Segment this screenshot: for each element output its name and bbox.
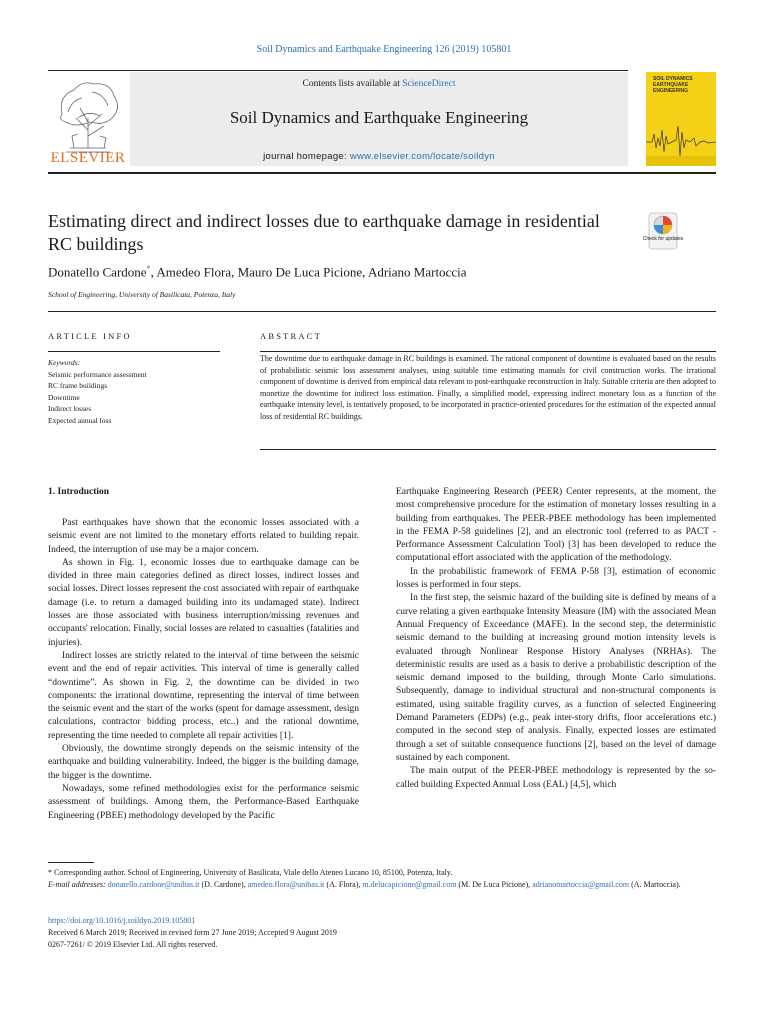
header-top-rule bbox=[48, 70, 628, 71]
journal-title: Soil Dynamics and Earthquake Engineering bbox=[229, 108, 529, 127]
article-info-rule bbox=[48, 351, 220, 352]
journal-cover-thumbnail bbox=[646, 72, 716, 166]
abstract-label: ABSTRACT bbox=[260, 331, 322, 341]
body-paragraph: Obviously, the downtime strongly depends on the seismic intensity of the earthquake and building vulnerability. Indeed, the bigger is the building damage, the bigger is the downtime. bbox=[48, 744, 359, 781]
body-paragraph: As shown in Fig. 1, economic losses due to earthquake damage can be divided in three main categories defined as direct losses, indirect losses and social losses. Direct losses represent the cost associated with repair of earthquake damage (i.e. to return a damaged building into its undamaged state). Indirect losses are those associated with business interruption/missing revenues and occupants' relocation. Finally, social losses are related to casualties (fatalities and injuries). bbox=[48, 557, 359, 648]
author-name: Amedeo Flora bbox=[156, 264, 232, 280]
email-owner: (D. Cardone), bbox=[201, 880, 246, 889]
copyright: 0267-7261/ © 2019 Elsevier Ltd. All rights reserved. bbox=[48, 940, 218, 949]
journal-homepage bbox=[130, 151, 628, 162]
contents-line bbox=[130, 79, 628, 89]
keywords-heading: Keywords: bbox=[48, 358, 81, 367]
email-label: E-mail addresses: bbox=[48, 880, 106, 889]
email-link[interactable]: amedeo.flora@unibas.it bbox=[247, 880, 325, 889]
author-name: Adriano Martoccia bbox=[367, 264, 467, 280]
abstract-text: The downtime due to earthquake damage in RC buildings is examined. The rational component of downtime is evaluated based on the results of probabilistic seismic loss assessment analyses, using suitable time estimating manuals for civil construction works. The irrational component of downtime is derived from empirical data relevant to post-earthquake reconstruction in Italy. Suitable criteria are then adopted to monetize the downtime for indirect loss estimation. Finally, a simplified model, expressing indirect monetary loss as a function of the earthquake intensity level, is tentatively proposed, to be incorporated in practice-oriented procedures for the estimation of the expected annual loss of residential RC buildings. bbox=[260, 354, 716, 421]
author-separator: , bbox=[362, 264, 368, 280]
body-paragraph: Past earthquakes have shown that the economic losses associated with a seismic event are not limited to the monetary efforts related to building repair. Indeed, the interruption of use may be a major concern. bbox=[48, 518, 359, 555]
abstract-rule bbox=[260, 351, 716, 352]
received-dates: Received 6 March 2019; Received in revised form 27 June 2019; Accepted 9 August 2019 bbox=[48, 928, 337, 937]
cover-title: SOIL DYNAMICS EARTHQUAKE ENGINEERING bbox=[653, 76, 693, 94]
body-paragraph: In the first step, the seismic hazard of the building site is defined by means of a curve relating a given earthquake Intensity Measure (IM) with the associated Mean Annual Frequency of Exceedance (MAFE). In the second step, the deterministic seismic demand to the building at increasing ground motion intensity levels is evaluated through Nonlinear Response History Analyses (NRHAs). The deterministic results are used as a basis to derive a probabilistic description of the seismic demand imposed to the building, through Monte Carlo simulations. Subsequently, damage to individual structural and non-structural components is estimated, using suitable fragility curves, as a function of selected Engineering Demand Parameters (EDPs) (e.g., peak inter-story drifts, floor accelerations etc.) computed in the second step of analysis. Finally, expected losses are estimated through a set of suitable consequence functions [2], based on the level of damage sustained by each component. bbox=[396, 593, 716, 763]
footnote-rule bbox=[48, 862, 94, 863]
article-info-label: ARTICLE INFO bbox=[48, 331, 132, 341]
author-name: Mauro De Luca Picione bbox=[237, 264, 363, 280]
abstract-bottom-rule bbox=[260, 449, 716, 450]
sciencedirect-link[interactable]: ScienceDirect bbox=[402, 79, 456, 89]
corresponding-author-mark[interactable]: * bbox=[146, 264, 151, 273]
keyword-item: RC frame buildings bbox=[48, 381, 108, 390]
section-heading-introduction: 1. Introduction bbox=[48, 487, 110, 497]
info-top-rule bbox=[48, 311, 716, 312]
corresponding-author-note: * Corresponding author. School of Engineering, University of Basilicata, Viale dello Ateneo Lucano 10, 85100, Potenza, Italy. bbox=[48, 868, 453, 877]
body-paragraph: Nowadays, some refined methodologies exist for the performance seismic assessment of buildings. Among them, the Performance-Based Earthquake Engineering (PBEE) methodology developed by the Pacific bbox=[48, 783, 359, 821]
email-owner: (A. Martoccia). bbox=[631, 880, 681, 889]
elsevier-wordmark: ELSEVIER bbox=[50, 150, 126, 166]
body-paragraph: The main output of the PEER-PBEE methodology is represented by the so-called building Expected Annual Loss (EAL) [4,5], which bbox=[396, 766, 716, 790]
header-bottom-rule bbox=[48, 172, 716, 174]
homepage-prefix: journal homepage: bbox=[263, 151, 350, 162]
contents-prefix: Contents lists available at bbox=[302, 79, 403, 89]
body-left-column bbox=[48, 517, 359, 823]
body-paragraph: In the probabilistic framework of FEMA P-58 [3], estimation of economic losses is performed in four steps. bbox=[396, 566, 716, 591]
email-link[interactable]: donatello.cardone@unibas.it bbox=[107, 880, 200, 889]
keyword-item: Indirect losses bbox=[48, 404, 92, 413]
keywords-block bbox=[48, 357, 220, 426]
journal-reference[interactable]: Soil Dynamics and Earthquake Engineering 126 (2019) 105801 bbox=[256, 44, 512, 55]
keyword-item: Expected annual loss bbox=[48, 415, 112, 425]
body-right-column bbox=[396, 486, 716, 792]
check-for-updates-icon[interactable] bbox=[648, 212, 678, 250]
keyword-item: Seismic performance assessment bbox=[48, 369, 147, 379]
doi-link[interactable]: https://doi.org/10.1016/j.soildyn.2019.105801 bbox=[48, 916, 196, 925]
author-name: Donatello Cardone bbox=[48, 264, 147, 280]
email-link[interactable]: m.delucapicione@gmail.com bbox=[362, 880, 457, 889]
body-paragraph: Indirect losses are strictly related to the interval of time between the seismic event and the end of repair activities. This interval of time is generally called “downtime”. As shown in Fig. 2, the downtime can be divided in two components: the irrational downtime, representing the interval of time between the seismic event and the start of the works (spent for damage assessment, design calculations, contractor bidding process, etc..) and the rational downtime, representing the time needed to complete all repair activities [1]. bbox=[48, 650, 359, 741]
email-addresses bbox=[48, 879, 716, 891]
keyword-item: Downtime bbox=[48, 392, 80, 402]
body-paragraph: Earthquake Engineering Research (PEER) Center represents, at the moment, the most comprehensive procedure for the estimation of monetary losses resulting in a building from earthquakes. The PEER-PBEE methodology has been implemented in the FEMA P-58 guidelines [2], and an electronic tool (referred to as PACT - Performance Assessment Calculation Tool) [3] has been developed to reduce the computational effort associated with the application of the methodology. bbox=[396, 487, 716, 564]
footnotes bbox=[48, 867, 716, 891]
email-owner: (M. De Luca Picione), bbox=[458, 880, 531, 889]
author-affiliation: School of Engineering, University of Basilicata, Potenza, Italy bbox=[48, 290, 236, 299]
homepage-link[interactable]: www.elsevier.com/locate/soildyn bbox=[349, 151, 495, 162]
check-for-updates-label[interactable]: Check for updates bbox=[642, 236, 684, 242]
cover-seismogram-graphic bbox=[646, 112, 716, 166]
article-meta bbox=[48, 915, 716, 951]
author-list bbox=[48, 264, 466, 280]
article-title: Estimating direct and indirect losses due to earthquake damage in residential RC buildings bbox=[48, 211, 600, 254]
email-link[interactable]: adrianomartoccia@gmail.com bbox=[532, 880, 630, 889]
author-separator: , bbox=[231, 264, 238, 280]
email-owner: (A. Flora), bbox=[326, 880, 361, 889]
author-separator: , bbox=[150, 264, 157, 280]
